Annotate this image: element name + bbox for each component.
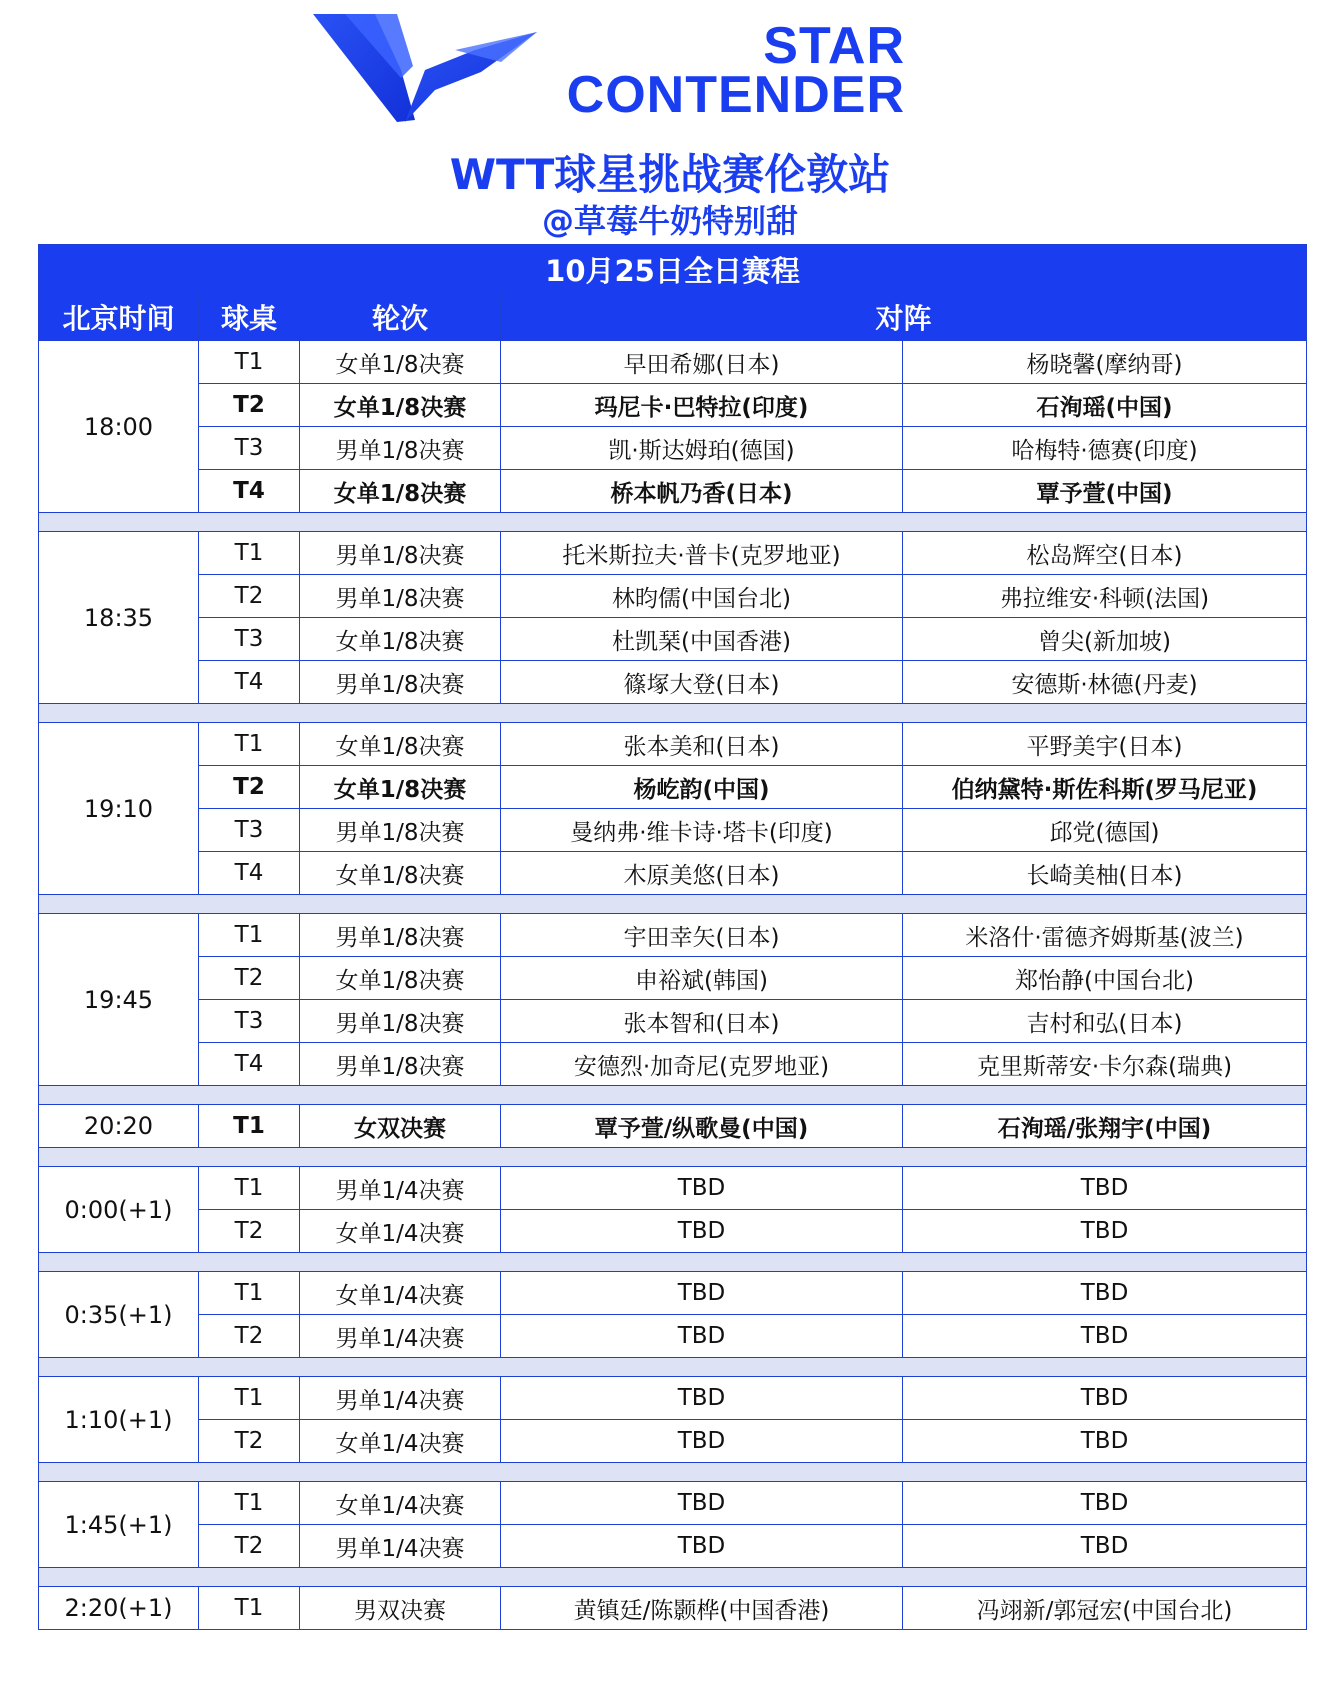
table-row	[39, 1000, 1307, 1043]
player-two: 哈梅特·德赛(印度)	[903, 427, 1307, 470]
session-divider	[39, 1463, 1307, 1482]
session-time: 18:00	[39, 341, 199, 513]
table-row	[39, 575, 1307, 618]
player-two: 安德斯·林德(丹麦)	[903, 661, 1307, 704]
match-round: 男单1/8决赛	[300, 661, 501, 704]
player-one: 安德烈·加奇尼(克罗地亚)	[501, 1043, 903, 1086]
match-round: 女单1/4决赛	[300, 1210, 501, 1253]
table-number: T2	[199, 1525, 300, 1568]
table-number: T1	[199, 341, 300, 384]
table-row	[39, 852, 1307, 895]
player-one: 木原美悠(日本)	[501, 852, 903, 895]
table-number: T1	[199, 1377, 300, 1420]
session-time: 19:10	[39, 723, 199, 895]
player-one: TBD	[501, 1525, 903, 1568]
session-divider-cell	[39, 1253, 1307, 1272]
session-divider	[39, 1568, 1307, 1587]
brand-wordmark	[565, 17, 905, 125]
player-two: 郑怡静(中国台北)	[903, 957, 1307, 1000]
player-two: 曾尖(新加坡)	[903, 618, 1307, 661]
table-number: T2	[199, 1210, 300, 1253]
player-two: 覃予萱(中国)	[903, 470, 1307, 513]
table-number: T3	[199, 809, 300, 852]
session-time: 1:45(+1)	[39, 1482, 199, 1568]
column-header-table: 球桌	[199, 294, 300, 341]
player-two: 弗拉维安·科顿(法国)	[903, 575, 1307, 618]
player-one: 曼纳弗·维卡诗·塔卡(印度)	[501, 809, 903, 852]
player-two: 石洵瑶/张翔宇(中国)	[903, 1105, 1307, 1148]
match-round: 女单1/8决赛	[300, 723, 501, 766]
table-row	[39, 384, 1307, 427]
session-time: 18:35	[39, 532, 199, 704]
player-two: 平野美宇(日本)	[903, 723, 1307, 766]
player-two: 杨晓馨(摩纳哥)	[903, 341, 1307, 384]
player-one: TBD	[501, 1482, 903, 1525]
player-two: 米洛什·雷德齐姆斯基(波兰)	[903, 914, 1307, 957]
player-one: 宇田幸矢(日本)	[501, 914, 903, 957]
table-number: T1	[199, 723, 300, 766]
table-row	[39, 1525, 1307, 1568]
table-row	[39, 1587, 1307, 1630]
table-row	[39, 661, 1307, 704]
player-one: TBD	[501, 1167, 903, 1210]
table-number: T2	[199, 957, 300, 1000]
header	[0, 0, 1340, 240]
match-round: 男单1/8决赛	[300, 809, 501, 852]
session-time: 0:00(+1)	[39, 1167, 199, 1253]
table-number: T4	[199, 852, 300, 895]
player-two: 冯翊新/郭冠宏(中国台北)	[903, 1587, 1307, 1630]
player-two: TBD	[903, 1272, 1307, 1315]
session-time: 19:45	[39, 914, 199, 1086]
match-round: 男单1/4决赛	[300, 1167, 501, 1210]
table-number: T1	[199, 1482, 300, 1525]
player-two: 伯纳黛特·斯佐科斯(罗马尼亚)	[903, 766, 1307, 809]
session-divider	[39, 513, 1307, 532]
column-header-matchup: 对阵	[501, 294, 1307, 341]
match-round: 男单1/8决赛	[300, 914, 501, 957]
table-number: T1	[199, 914, 300, 957]
table-number: T2	[199, 766, 300, 809]
table-row	[39, 1377, 1307, 1420]
session-divider	[39, 1358, 1307, 1377]
session-divider	[39, 1253, 1307, 1272]
player-one: 杨屹韵(中国)	[501, 766, 903, 809]
match-round: 女单1/8决赛	[300, 384, 501, 427]
player-two: 克里斯蒂安·卡尔森(瑞典)	[903, 1043, 1307, 1086]
table-number: T1	[199, 1272, 300, 1315]
player-two: 吉村和弘(日本)	[903, 1000, 1307, 1043]
match-round: 女单1/4决赛	[300, 1420, 501, 1463]
player-one: TBD	[501, 1210, 903, 1253]
table-number: T3	[199, 618, 300, 661]
player-two: TBD	[903, 1210, 1307, 1253]
table-number: T1	[199, 532, 300, 575]
schedule-body	[39, 341, 1307, 1630]
match-round: 男单1/8决赛	[300, 1043, 501, 1086]
author-handle: @草莓牛奶特别甜	[541, 202, 798, 240]
table-row	[39, 1315, 1307, 1358]
table-number: T4	[199, 661, 300, 704]
player-one: 篠塚大登(日本)	[501, 661, 903, 704]
match-round: 男单1/4决赛	[300, 1377, 501, 1420]
player-one: 杜凯琹(中国香港)	[501, 618, 903, 661]
player-two: 石洵瑶(中国)	[903, 384, 1307, 427]
table-number: T2	[199, 1420, 300, 1463]
player-one: 桥本帆乃香(日本)	[501, 470, 903, 513]
table-number: T4	[199, 470, 300, 513]
table-header-row	[39, 294, 1307, 341]
player-one: 托米斯拉夫·普卡(克罗地亚)	[501, 532, 903, 575]
table-row	[39, 1272, 1307, 1315]
player-one: 玛尼卡·巴特拉(印度)	[501, 384, 903, 427]
match-round: 男单1/8决赛	[300, 1000, 501, 1043]
session-divider-cell	[39, 704, 1307, 723]
session-divider-cell	[39, 1463, 1307, 1482]
table-number: T2	[199, 575, 300, 618]
player-two: TBD	[903, 1525, 1307, 1568]
session-time: 2:20(+1)	[39, 1587, 199, 1630]
table-title: 10月25日全日赛程	[39, 245, 1307, 294]
table-number: T3	[199, 1000, 300, 1043]
session-divider-cell	[39, 1358, 1307, 1377]
table-row	[39, 1420, 1307, 1463]
table-number: T3	[199, 427, 300, 470]
player-one: 张本美和(日本)	[501, 723, 903, 766]
player-one: 申裕斌(韩国)	[501, 957, 903, 1000]
table-row	[39, 766, 1307, 809]
player-two: 松岛辉空(日本)	[903, 532, 1307, 575]
table-row	[39, 618, 1307, 661]
table-number: T1	[199, 1587, 300, 1630]
session-divider	[39, 1148, 1307, 1167]
session-divider-cell	[39, 1568, 1307, 1587]
player-one: TBD	[501, 1315, 903, 1358]
match-round: 女单1/8决赛	[300, 766, 501, 809]
match-round: 女单1/8决赛	[300, 852, 501, 895]
table-row	[39, 1043, 1307, 1086]
table-row	[39, 1482, 1307, 1525]
player-one: TBD	[501, 1377, 903, 1420]
table-title-row	[39, 245, 1307, 294]
session-divider-cell	[39, 895, 1307, 914]
match-round: 女单1/8决赛	[300, 341, 501, 384]
table-number: T2	[199, 384, 300, 427]
player-two: TBD	[903, 1420, 1307, 1463]
match-round: 男双决赛	[300, 1587, 501, 1630]
player-one: 林昀儒(中国台北)	[501, 575, 903, 618]
session-time: 1:10(+1)	[39, 1377, 199, 1463]
table-row	[39, 1105, 1307, 1148]
table-row	[39, 1210, 1307, 1253]
table-number: T4	[199, 1043, 300, 1086]
match-round: 女双决赛	[300, 1105, 501, 1148]
player-two: TBD	[903, 1315, 1307, 1358]
player-two: TBD	[903, 1482, 1307, 1525]
match-round: 男单1/4决赛	[300, 1525, 501, 1568]
match-round: 女单1/8决赛	[300, 618, 501, 661]
player-one: 张本智和(日本)	[501, 1000, 903, 1043]
wtt-logo-icon	[305, 10, 555, 130]
player-one: TBD	[501, 1272, 903, 1315]
table-row	[39, 341, 1307, 384]
table-number: T1	[199, 1105, 300, 1148]
brand-line-star: STAR	[763, 17, 905, 75]
player-one: 早田希娜(日本)	[501, 341, 903, 384]
column-header-round: 轮次	[300, 294, 501, 341]
match-round: 男单1/4决赛	[300, 1315, 501, 1358]
table-number: T2	[199, 1315, 300, 1358]
match-round: 女单1/4决赛	[300, 1482, 501, 1525]
table-row	[39, 1167, 1307, 1210]
player-one: 覃予萱/纵歌曼(中国)	[501, 1105, 903, 1148]
session-divider	[39, 1086, 1307, 1105]
table-row	[39, 427, 1307, 470]
session-divider-cell	[39, 513, 1307, 532]
player-two: 邱党(德国)	[903, 809, 1307, 852]
event-title: WTT球星挑战赛伦敦站	[449, 150, 891, 199]
match-round: 男单1/8决赛	[300, 427, 501, 470]
player-two: TBD	[903, 1167, 1307, 1210]
table-row	[39, 532, 1307, 575]
player-one: TBD	[501, 1420, 903, 1463]
table-row	[39, 809, 1307, 852]
column-header-time: 北京时间	[39, 294, 199, 341]
match-round: 女单1/4决赛	[300, 1272, 501, 1315]
session-divider	[39, 895, 1307, 914]
table-row	[39, 914, 1307, 957]
table-number: T1	[199, 1167, 300, 1210]
table-row	[39, 957, 1307, 1000]
schedule-table	[38, 244, 1307, 1630]
session-time: 0:35(+1)	[39, 1272, 199, 1358]
session-divider-cell	[39, 1148, 1307, 1167]
session-divider	[39, 704, 1307, 723]
session-divider-cell	[39, 1086, 1307, 1105]
player-one: 黄镇廷/陈颢桦(中国香港)	[501, 1587, 903, 1630]
match-round: 女单1/8决赛	[300, 957, 501, 1000]
brand-line-contender: CONTENDER	[566, 66, 905, 125]
match-round: 男单1/8决赛	[300, 532, 501, 575]
table-row	[39, 470, 1307, 513]
player-two: 长崎美柚(日本)	[903, 852, 1307, 895]
match-round: 男单1/8决赛	[300, 575, 501, 618]
match-round: 女单1/8决赛	[300, 470, 501, 513]
session-time: 20:20	[39, 1105, 199, 1148]
player-one: 凯·斯达姆珀(德国)	[501, 427, 903, 470]
table-row	[39, 723, 1307, 766]
player-two: TBD	[903, 1377, 1307, 1420]
